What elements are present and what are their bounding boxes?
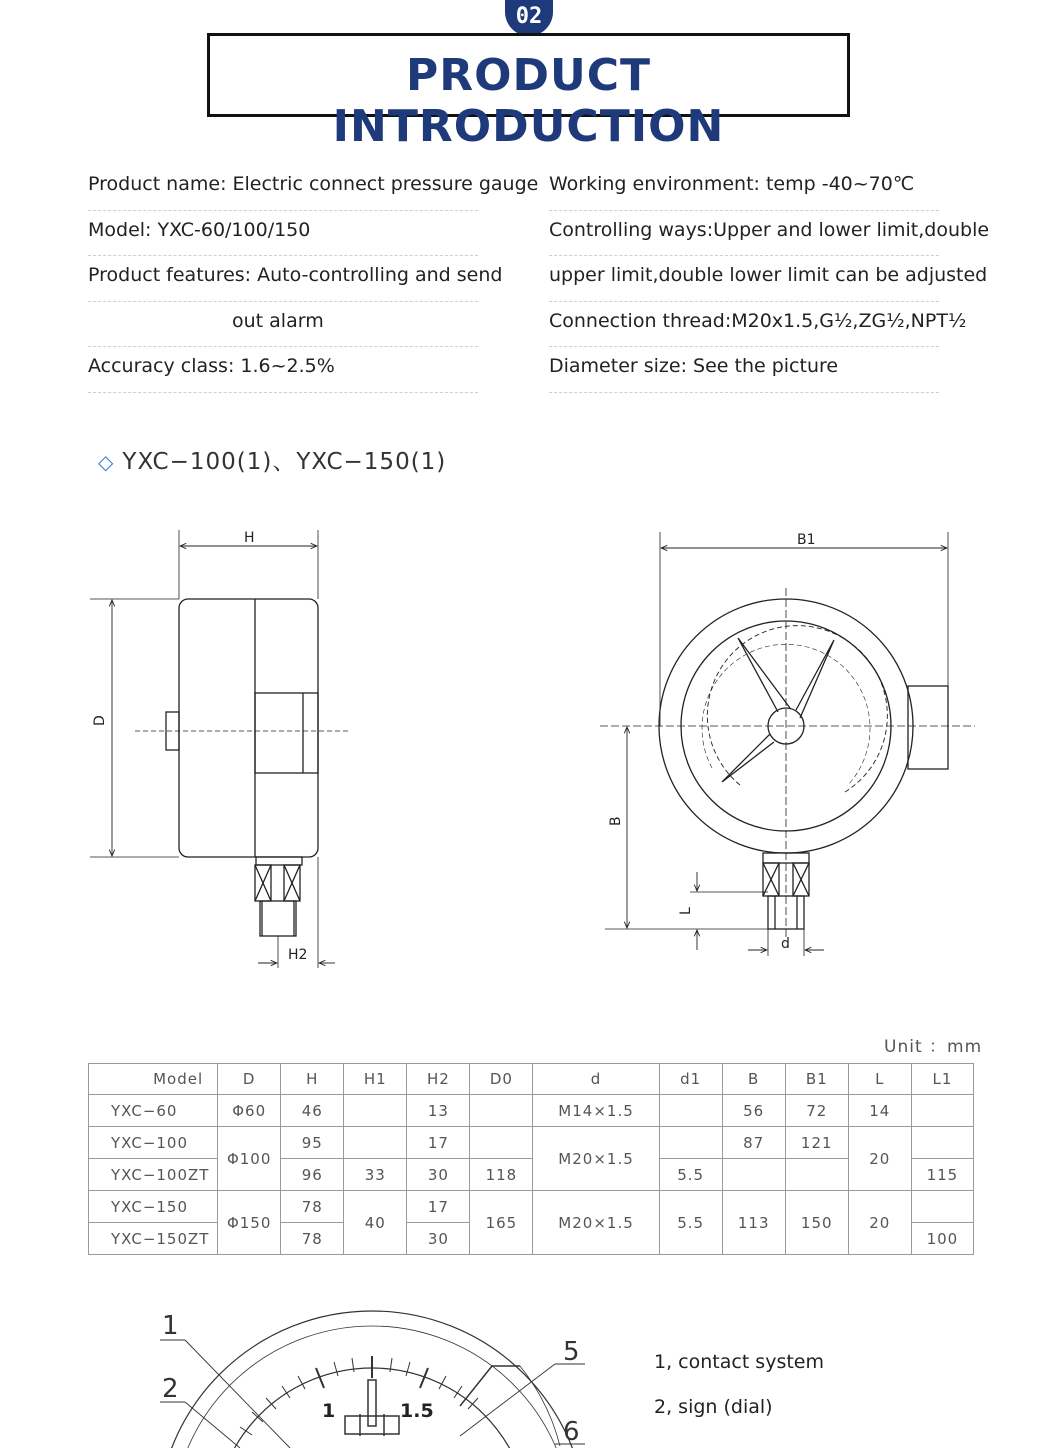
table-cell: 33	[344, 1159, 407, 1191]
callout-2: 2	[162, 1374, 179, 1404]
dimension-table	[88, 1063, 974, 1255]
col-header: Model	[89, 1064, 218, 1095]
table-cell: 78	[281, 1223, 344, 1255]
table-row	[89, 1127, 974, 1159]
spec-product-name: Product name: Electric connect pressure gauge	[88, 165, 478, 211]
table-cell: Φ100	[218, 1127, 281, 1191]
table-cell	[659, 1095, 722, 1127]
spec-diameter: Diameter size: See the picture	[549, 347, 939, 393]
page-title: PRODUCT INTRODUCTION	[332, 50, 725, 152]
col-header: H2	[407, 1064, 470, 1095]
col-header: B	[722, 1064, 785, 1095]
spec-environment: Working environment: temp -40~70℃	[549, 165, 939, 211]
callout-1: 1	[162, 1311, 179, 1341]
table-cell: 13	[407, 1095, 470, 1127]
col-header: D	[218, 1064, 281, 1095]
table-cell: 20	[848, 1191, 911, 1255]
table-cell: YXC−150	[89, 1191, 218, 1223]
spec-accuracy: Accuracy class: 1.6~2.5%	[88, 347, 478, 393]
model-heading-text: YXC−100(1)、YXC−150(1)	[122, 449, 447, 475]
table-cell	[344, 1127, 407, 1159]
dimension-drawing	[0, 500, 1060, 980]
table-cell: 95	[281, 1127, 344, 1159]
section-number-badge: 02	[505, 0, 553, 36]
col-header: d	[533, 1064, 659, 1095]
table-cell	[344, 1095, 407, 1127]
table-cell: 56	[722, 1095, 785, 1127]
col-header: D0	[470, 1064, 533, 1095]
dim-label-h2: H2	[288, 947, 308, 963]
table-cell	[470, 1095, 533, 1127]
spec-features: Product features: Auto-controlling and send	[88, 256, 478, 302]
callout-5: 5	[563, 1337, 580, 1367]
table-cell	[911, 1191, 973, 1223]
dim-label-b: B	[608, 816, 624, 826]
table-cell: 100	[911, 1223, 973, 1255]
table-cell: M14×1.5	[533, 1095, 659, 1127]
model-heading	[98, 443, 446, 476]
spec-model: Model: YXC-60/100/150	[88, 211, 478, 257]
table-cell: YXC−150ZT	[89, 1223, 218, 1255]
table-cell: 115	[911, 1159, 973, 1191]
col-header: L	[848, 1064, 911, 1095]
dim-label-b1: B1	[797, 532, 816, 548]
spec-list-right	[549, 165, 990, 393]
table-cell: Φ150	[218, 1191, 281, 1255]
dim-label-d-small: d	[781, 936, 790, 952]
parts-legend	[654, 1346, 824, 1436]
spec-features-cont: out alarm	[88, 302, 478, 348]
table-cell: 17	[407, 1191, 470, 1223]
table-cell: YXC−100	[89, 1127, 218, 1159]
title-box	[207, 33, 850, 152]
dial-number-1-5: 1.5	[400, 1400, 434, 1422]
table-cell: M20×1.5	[533, 1191, 659, 1255]
table-cell	[911, 1095, 973, 1127]
table-cell: 30	[407, 1159, 470, 1191]
table-cell: YXC−100ZT	[89, 1159, 218, 1191]
col-header: H1	[344, 1064, 407, 1095]
spec-list-left	[88, 165, 539, 393]
table-cell: 17	[407, 1127, 470, 1159]
table-cell: M20×1.5	[533, 1127, 659, 1191]
table-row	[89, 1191, 974, 1223]
table-cell: 46	[281, 1095, 344, 1127]
dim-label-h: H	[244, 530, 255, 546]
col-header: L1	[911, 1064, 973, 1095]
table-cell: 30	[407, 1223, 470, 1255]
col-header: H	[281, 1064, 344, 1095]
table-cell: 78	[281, 1191, 344, 1223]
front-view	[600, 532, 975, 956]
table-cell: 87	[722, 1127, 785, 1159]
table-cell	[470, 1127, 533, 1159]
gauge-parts-drawing	[0, 1296, 1060, 1448]
table-cell: 121	[785, 1127, 848, 1159]
table-cell: 14	[848, 1095, 911, 1127]
table-cell: 165	[470, 1191, 533, 1255]
table-cell	[911, 1127, 973, 1159]
table-cell: 5.5	[659, 1191, 722, 1255]
table-cell: 5.5	[659, 1159, 722, 1191]
table-cell: 20	[848, 1127, 911, 1191]
col-header: d1	[659, 1064, 722, 1095]
table-header-row	[89, 1064, 974, 1095]
dim-label-l: L	[678, 907, 694, 915]
table-cell: 150	[785, 1191, 848, 1255]
table-cell	[722, 1159, 785, 1191]
table-cell	[785, 1159, 848, 1191]
diamond-icon: ◇	[98, 450, 115, 474]
spec-controlling-cont: upper limit,double lower limit can be adjusted	[549, 256, 939, 302]
table-cell: 118	[470, 1159, 533, 1191]
table-cell: 96	[281, 1159, 344, 1191]
legend-item: 1, contact system	[654, 1351, 824, 1373]
col-header: B1	[785, 1064, 848, 1095]
unit-label: Unit ：mm	[884, 1037, 983, 1057]
table-cell: 40	[344, 1191, 407, 1255]
table-cell	[659, 1127, 722, 1159]
dim-label-d: D	[92, 715, 108, 726]
dial-ticks	[240, 1356, 478, 1435]
side-view	[90, 530, 350, 968]
spec-controlling: Controlling ways:Upper and lower limit,double	[549, 211, 939, 257]
table-cell: 72	[785, 1095, 848, 1127]
table-cell: YXC−60	[89, 1095, 218, 1127]
dial-number-1: 1	[322, 1400, 336, 1422]
table-row	[89, 1095, 974, 1127]
legend-item: 2, sign (dial)	[654, 1396, 773, 1418]
table-cell: Φ60	[218, 1095, 281, 1127]
spec-thread: Connection thread:M20x1.5,G½,ZG½,NPT½	[549, 302, 939, 348]
table-cell: 113	[722, 1191, 785, 1255]
callout-6: 6	[563, 1417, 580, 1447]
